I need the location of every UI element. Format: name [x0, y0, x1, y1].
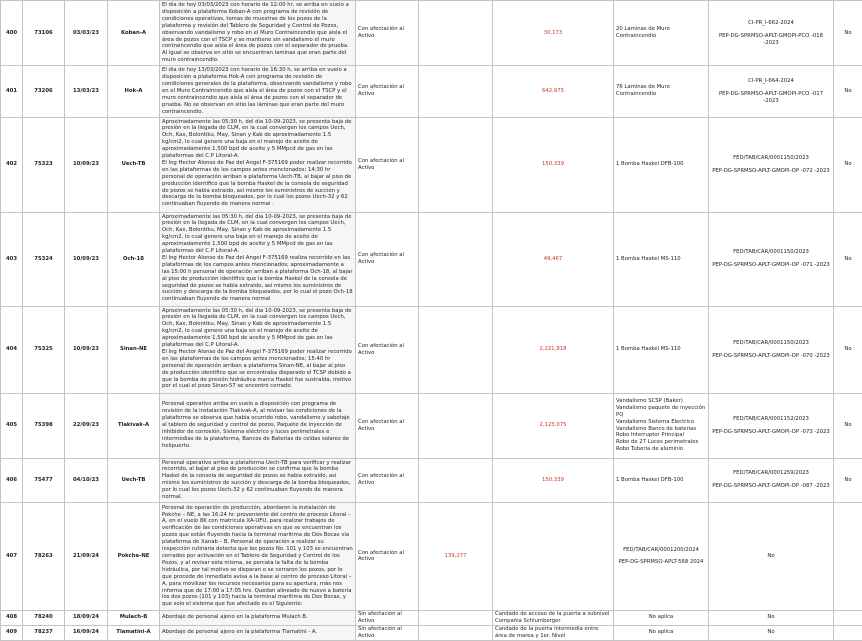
description-line: Personal operativo arriba en vuelo a disposición con programa de revisión de la instalación Tlakivak-A, al revisar las condiciones de la plataforma se observa que habia ocurrido robo, vandalismo y sabotaje al tablero de seguridad y control de pozos, Paquete de inyección de inhibidor de corrosión, Sistema eléctrico y luces perimetrales e intermedias de la plataforma, Bancos de Baterías de celdas solares de helipuerto. — [162, 401, 353, 449]
incident-date: 10/09/23 — [65, 306, 108, 393]
affected-item: 1 Bomba Haskel MS-110 — [616, 346, 706, 353]
reference-codes — [709, 117, 834, 212]
reference-codes — [614, 625, 709, 640]
reference-code: PEP-DG-SPRMSO-APLT-GMOPI-OP -071 -2023 — [711, 262, 831, 269]
loss-amount: 150,339 — [493, 458, 614, 502]
flag-value: No — [834, 66, 862, 117]
platform-name: Sinan-NE — [108, 306, 160, 393]
affectation-status: Sin afectación al Activo — [356, 610, 419, 625]
flag-value: No — [834, 393, 862, 458]
reference-codes — [709, 66, 834, 117]
affected-item: Robo de 27 Luces perimetrales — [616, 439, 706, 446]
incident-date: 03/03/23 — [65, 1, 108, 66]
row-number: 402 — [1, 117, 23, 212]
affected-items — [614, 117, 709, 212]
incident-id: 75323 — [23, 117, 65, 212]
loss-amount: 139,277 — [419, 502, 493, 610]
affected-item: 20 Laminas de Muro Contraincendio — [616, 26, 706, 40]
affectation-status: Con afectación al Activo — [356, 306, 419, 393]
reference-code: CI-PR_I-662-2024 — [711, 20, 831, 27]
incident-description — [160, 306, 356, 393]
reference-code: PEP-DG-SPRMSO-APLT-GMOPI-OP -087 -2023 — [711, 483, 831, 490]
incident-description — [160, 212, 356, 306]
reference-code: PEP-DG-SPRMSO-APLT-GMOPI-PCO -017 -2023 — [711, 91, 831, 105]
platform-name: Och-18 — [108, 212, 160, 306]
affected-items — [614, 1, 709, 66]
flag-value: No — [834, 458, 862, 502]
affectation-status: Con afectación al Activo — [356, 1, 419, 66]
reference-code: No aplica — [616, 614, 706, 621]
flag-value: No — [834, 1, 862, 66]
description-line: El Ing Hector Alonso de Paz del Angel F-375169 poder realizar recorrido en las plataformas de los campos antes mencionados; 15:40 hr personal de operación arriban a plataforma Sinan-NE, al bajar al piso de producción identifico que se encontraba disparado el TCSP debido a que la bomba de presión hidráulica marca Haskel fue sustraída, motivo por el cual el pozo Sinan-57 se encontró cerrado. — [162, 349, 353, 390]
reference-codes — [709, 1, 834, 66]
incident-id: 75325 — [23, 306, 65, 393]
platform-name: Tlakivak-A — [108, 393, 160, 458]
affectation-status: Con afectación al Activo — [356, 117, 419, 212]
reference-codes — [709, 458, 834, 502]
description-line: El Ing Hector Alonso de Paz del Angel F-375169 poder realizar recorrido en las plataformas de los campos antes mencionados; 14:30 hr personal de operación arriban a plataforma Uech-TB, al bajar al piso de producción identifico que la bomba Haskel de la consola de seguridad de pozos se habia extraido, así mismo los suministros de succión y descarga de la bomba bloqueados, por lo cual los pozos Uech-32 y 62 continuaban fluyendo de manera normal . — [162, 160, 353, 208]
flag-value: No — [709, 610, 834, 625]
affectation-status: Con afectación al Activo — [356, 212, 419, 306]
affectation-status: Con afectación al Activo — [356, 393, 419, 458]
reference-code: FED/TAB/CAR/0001150/2023 — [711, 249, 831, 256]
reference-code: FED/TAB/CAR/0001152/2023 — [711, 416, 831, 423]
incident-id: 78263 — [23, 502, 65, 610]
description-line: Aproximadamente las 05:30 h, del dia 10-09-2023, se presenta baja de presión en la llegada de CLM, en la cual convergen los campos Uech, Och, Kax, Bolontiku, May, Sinan y Kab de aproximadamente 1.5 kg/cm2, lo cual genero una baja en el manejo de aceite de aproximadamente 1,500 bpd de aceite y 5 MMpcd de gas en las plataformas del C.P Litoral-A. — [162, 308, 353, 349]
description-line: Personal operativo arriba a plataforma Uech-TB para verificar y realizar recorrido, al bajar al piso de producción se confirma que la bomba Haskel de la consola de seguridad de pozos se habia extraido, así mismo los suministros de succión y descarga de la bomba bloqueados, por lo cual los pozos Uech-32 y 62 continuaban fluyendo de manera normal. — [162, 460, 353, 501]
affected-items — [614, 306, 709, 393]
incident-id: 78237 — [23, 625, 65, 640]
loss-amount: 30,173 — [493, 1, 614, 66]
platform-name: Koban-A — [108, 1, 160, 66]
reference-codes — [614, 502, 709, 610]
incident-id: 73206 — [23, 66, 65, 117]
reference-code: PEP-DG-SPRMSO-APLT-GMOPI-OP -070 -2023 — [711, 353, 831, 360]
incident-date: 22/09/23 — [65, 393, 108, 458]
incident-description — [160, 610, 356, 625]
reference-codes — [709, 212, 834, 306]
description-line: Aproximadamente las 05:30 h, del dia 10-09-2023, se presenta baja de presión en la llegada de CLM, en la cual convergen los campos Uech, Och, Kax, Bolontiku, May, Sinan y Kab de aproximadamente 1.5 kg/cm2, lo cual genero una baja en el manejo de aceite de aproximadamente 1,500 bpd de aceite y 5 MMpcd de gas en las plataformas del C.P Litoral-A. — [162, 214, 353, 255]
affected-item: Candado de acceso de la puerta a subnivel Compañia Schlumberger — [495, 611, 611, 625]
row-number: 403 — [1, 212, 23, 306]
flag-value: No — [834, 212, 862, 306]
loss-amount: 2,123,075 — [493, 393, 614, 458]
description-line: El dia de hoy 13/03/2023 con horario de 16:30 h, se arriba en vuelo a disposición a plataforma Hok-A con programa de revisión de condiciones generales de la plataforma, observando vandalismo y robo en el Muro Contraincendio que aísla el área de pozos con el TSCP y el muro contraincendio que aísla el área de pozos con el separador de prueba. No se observan en sitio las láminas que eran parte del muro contraincendio. — [162, 67, 353, 115]
row-number: 409 — [1, 625, 23, 640]
table-row — [1, 117, 862, 212]
table-row — [1, 1, 862, 66]
loss-amount: 49,467 — [493, 212, 614, 306]
reference-code: No aplica — [616, 629, 706, 636]
affected-item: Vandalismo paquete de inyección PQ — [616, 405, 706, 419]
incident-date: 13/03/23 — [65, 66, 108, 117]
affected-item: 1 Bomba Haskel DFB-100 — [616, 477, 706, 484]
empty-cell — [834, 625, 862, 640]
reference-code: FED/TAB/CAR/0001150/2023 — [711, 340, 831, 347]
affected-item: 76 Laminas de Muro Contraincendio — [616, 84, 706, 98]
incident-description — [160, 1, 356, 66]
affectation-status: Con afectación al Activo — [356, 458, 419, 502]
table-row — [1, 458, 862, 502]
empty-cell — [834, 610, 862, 625]
incident-id: 75324 — [23, 212, 65, 306]
loss-amount — [419, 610, 493, 625]
description-line: Abordaje de personal ajeno en la plataforma Tlamatini - A. — [162, 629, 353, 636]
platform-name: Mulach-B — [108, 610, 160, 625]
platform-name: Hok-A — [108, 66, 160, 117]
table-row — [1, 610, 862, 625]
incident-description — [160, 458, 356, 502]
reference-codes — [614, 610, 709, 625]
reference-code: CI-PR_I-664-2024 — [711, 78, 831, 85]
empty-cell — [419, 306, 493, 393]
affected-item: Vandalismo Sistema Electrico — [616, 419, 706, 426]
empty-cell — [419, 393, 493, 458]
reference-code: FED/TAB/CAR/0001259/2023 — [711, 470, 831, 477]
affected-item: Vandalismo Banco de baterias — [616, 426, 706, 433]
affected-item: Robo Tuberia de aluminio — [616, 446, 706, 453]
reference-code: PEP-DG-SPRMSO-APLT-GMOPI-PCO -018 -2023 — [711, 33, 831, 47]
incident-date: 04/10/23 — [65, 458, 108, 502]
affected-items — [614, 458, 709, 502]
platform-name: Tlamatini-A — [108, 625, 160, 640]
loss-amount: 2,221,918 — [493, 306, 614, 393]
reference-code: PEP-DG-SPRMSO-APLT-568 2024 — [616, 559, 706, 566]
table-row — [1, 625, 862, 640]
row-number: 404 — [1, 306, 23, 393]
reference-code: FED/TAB/CAR/0001200/2024 — [616, 547, 706, 554]
flag-value: No — [709, 625, 834, 640]
table-row — [1, 502, 862, 610]
affected-items — [493, 502, 614, 610]
flag-value: No — [709, 502, 834, 610]
affected-item: 1 Bomba Haskel DFB-100 — [616, 161, 706, 168]
incident-date: 10/09/23 — [65, 212, 108, 306]
affected-item: Candado de la puerta intermedia entre área de marea y 1er. Nivel — [495, 626, 611, 640]
affected-items — [614, 393, 709, 458]
description-line: Abordaje de personal ajeno en la plataforma Mulach B. — [162, 614, 353, 621]
affectation-status: Sin afectación al Activo — [356, 625, 419, 640]
description-line: Aproximadamente las 05:30 h, del dia 10-09-2023, se presenta baja de presión en la llegada de CLM, en la cual convergen los campos Uech, Och, Kax, Bolontiku, May, Sinan y Kab de aproximadamente 1.5 kg/cm2, lo cual genero una baja en el manejo de aceite de aproximadamente 1,500 bpd de aceite y 5 MMpcd de gas en las plataformas del C.P Litoral-A. — [162, 119, 353, 160]
affected-item: Vandalismo SCSP (Baker) — [616, 398, 706, 405]
description-line: El dia de hoy 03/03/2023 con horario de 12:00 hr, se arriba en vuelo a disposición a plataforma Koban-A con programa de revisión de condiciones operativas, tomas de muestras de los pozos de la plataforma y revisión del Tablero de Seguridad y Control de Pozos, observando vandalismo y robo en el Muro Contraincendio que aísla el área de pozos con el TSCP y se mantiene sin vandalismo el muro contraincendio que aísla el área de pozos con el separador de prueba. Al igual se observa en sitio se encuentran laminas que eran parte del muro contraincendio. — [162, 2, 353, 64]
flag-value: No — [834, 117, 862, 212]
incident-date: 18/09/24 — [65, 610, 108, 625]
affectation-status: Con afectación al Activo — [356, 502, 419, 610]
reference-code: PEP-DG-SPRMSO-APLT-GMOPI-OP -073 -2023 — [711, 429, 831, 436]
incident-id: 75398 — [23, 393, 65, 458]
description-line: Personal de operación de producción, abordaron la instalación de Pokche – NE, a las 16:24 hr. proveniente del centro de proceso Litoral – A, en el vuelo 8K con matricula XA-UFU, para realizar trabajos de verificación de las condiciones operativas en que se encuentran los pozos que están fluyendo hacia la terminal maritima de Dos Bocas via plataforma de Xanab – B. Personal de operación a realizar su inspección rutinaria detecta que los pozos No. 101 y 103 se encuentran cerrados por activación en el Tablero de Seguridad y Control de los Pozos, y al revisar esta misma, se percata la falta de la bomba hidráulica, por tal motivo se disparan o se cerraron los pozos, por lo que procede de inmediato avisa a la base al centro de proceso Litoral – A, para movilizar los recursos necesarios para su apertura, más nos informa que de 17:00 a 17:05 hrs. Quedan alineado de nuevo a batería los dos pozos (101 y 103) hacia la terminal maritima de Dos Bocas, y que solo el sistema que fue afectado es el Siguiente: — [162, 505, 353, 609]
incident-description — [160, 625, 356, 640]
reference-code: PEP-DG-SPRMSO-APLT-GMOPI-OP -072 -2023 — [711, 168, 831, 175]
affected-items — [493, 610, 614, 625]
loss-amount: 150,339 — [493, 117, 614, 212]
loss-amount: 642,975 — [493, 66, 614, 117]
incident-id: 73106 — [23, 1, 65, 66]
incident-description — [160, 502, 356, 610]
incident-date: 21/09/24 — [65, 502, 108, 610]
incident-description — [160, 117, 356, 212]
affectation-status: Con afectación al Activo — [356, 66, 419, 117]
empty-cell — [419, 458, 493, 502]
platform-name: Uech-TB — [108, 117, 160, 212]
row-number: 407 — [1, 502, 23, 610]
affected-items — [614, 66, 709, 117]
table-row — [1, 66, 862, 117]
reference-code: FED/TAB/CAR/0001150/2023 — [711, 155, 831, 162]
table-row — [1, 306, 862, 393]
incident-date: 16/09/24 — [65, 625, 108, 640]
incident-description — [160, 393, 356, 458]
description-line: El Ing Hector Alonso de Paz del Angel F-375169 realiza recorrido en las plataformas de los campos antes mencionados; aproximadamente a las 15:00 h personal de operación arriban a plataforma Och-18, al bajar al piso de producción identifico que la bomba Haskel de la consola de seguridad de pozos se habia extraido, así mismo los suministros de succión y descarga de la bomba bloqueados, por lo cual el pozo Och-18 continuaban fluyendo de manera normal — [162, 255, 353, 303]
row-number: 400 — [1, 1, 23, 66]
loss-amount — [419, 625, 493, 640]
incident-id: 78240 — [23, 610, 65, 625]
row-number: 408 — [1, 610, 23, 625]
reference-codes — [709, 306, 834, 393]
incident-description — [160, 66, 356, 117]
platform-name: Pokche-NE — [108, 502, 160, 610]
flag-value: No — [834, 306, 862, 393]
incident-id: 75477 — [23, 458, 65, 502]
platform-name: Uech-TB — [108, 458, 160, 502]
row-number: 401 — [1, 66, 23, 117]
affected-items — [493, 625, 614, 640]
table-row — [1, 212, 862, 306]
reference-codes — [709, 393, 834, 458]
incident-date: 10/09/23 — [65, 117, 108, 212]
empty-cell — [419, 1, 493, 66]
row-number: 405 — [1, 393, 23, 458]
affected-item: 1 Bomba Haskel MS-110 — [616, 256, 706, 263]
affected-item: Robo Interruptor Principal — [616, 432, 706, 439]
affected-items — [614, 212, 709, 306]
table-row — [1, 393, 862, 458]
empty-cell — [419, 212, 493, 306]
empty-cell — [419, 117, 493, 212]
row-number: 406 — [1, 458, 23, 502]
empty-cell — [834, 502, 862, 610]
empty-cell — [419, 66, 493, 117]
